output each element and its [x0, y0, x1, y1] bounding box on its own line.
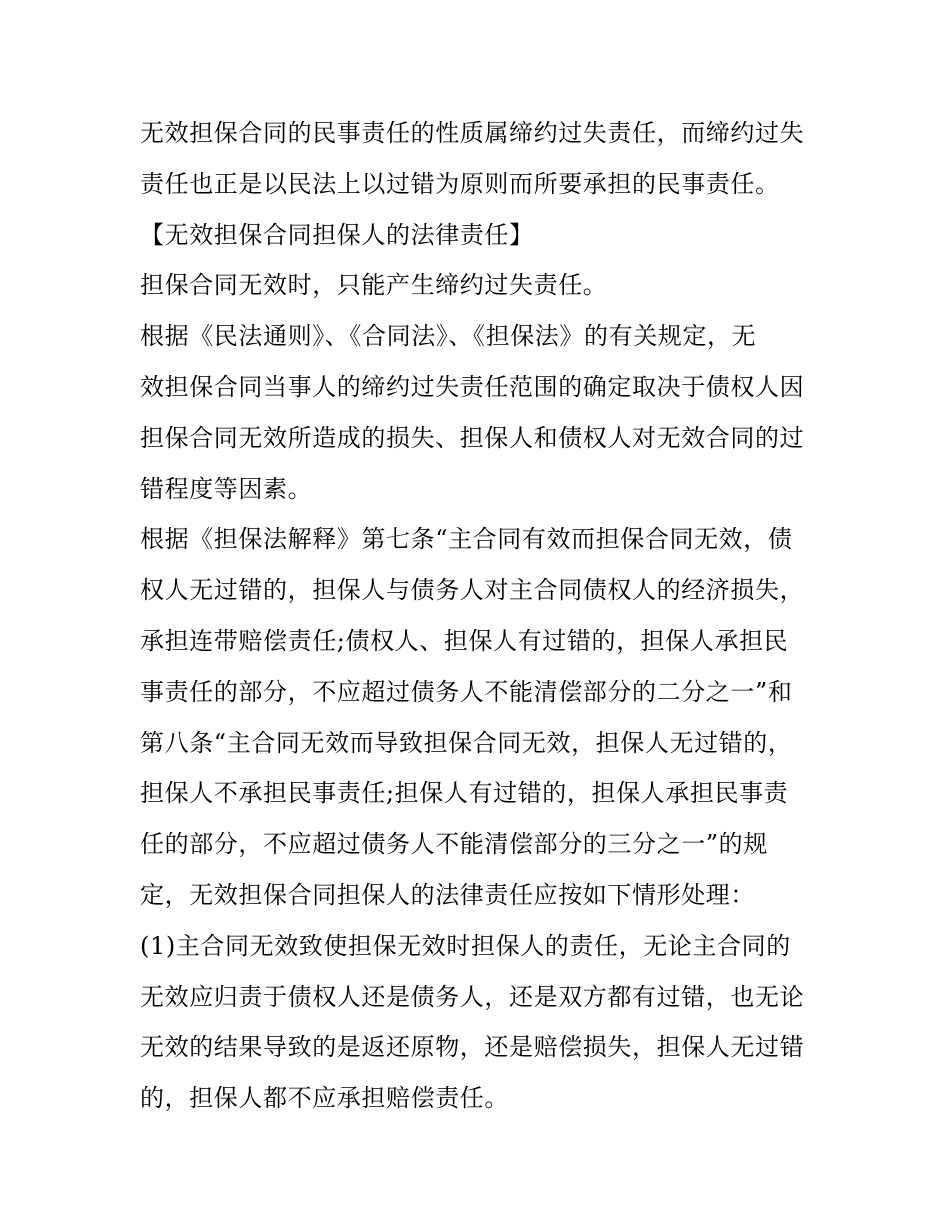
text-line: 承担连带赔偿责任;债权人、担保人有过错的，担保人承担民: [140, 626, 789, 655]
text-line: 事责任的部分，不应超过债务人不能清偿部分的二分之一”和: [140, 677, 793, 706]
document-body: [140, 108, 830, 1124]
text-line: 根据《民法通则》、《合同法》、《担保法》的有关规定，无: [140, 322, 757, 351]
text-line: 无效的结果导致的是返还原物，还是赔偿损失，担保人无过错: [140, 1033, 805, 1062]
text-line: 权人无过错的，担保人与债务人对主合同债权人的经济损失，: [140, 576, 805, 605]
text-line: 担保人不承担民事责任;担保人有过错的，担保人承担民事责: [140, 779, 789, 808]
text-line: 效担保合同当事人的缔约过失责任范围的确定取决于债权人因: [140, 372, 805, 401]
text-line: 责任也正是以民法上以过错为原则而所要承担的民事责任。: [140, 169, 780, 198]
text-line: 定，无效担保合同担保人的法律责任应按如下情形处理：: [140, 880, 755, 909]
text-line: 无效应归责于债权人还是债务人，还是双方都有过错，也无论: [140, 982, 805, 1011]
text-line: 根据《担保法解释》第七条“主合同有效而担保合同无效，债: [140, 525, 793, 554]
text-line: 无效担保合同的民事责任的性质属缔约过失责任，而缔约过失: [140, 119, 805, 147]
text-line: 第八条“主合同无效而导致担保合同无效，担保人无过错的，: [140, 728, 793, 757]
text-line: 担保合同无效时，只能产生缔约过失责任。: [140, 271, 608, 300]
text-line: 的，担保人都不应承担赔偿责任。: [140, 1084, 509, 1113]
text-line: 担保合同无效所造成的损失、担保人和债权人对无效合同的过: [140, 423, 805, 452]
text-line: 任的部分，不应超过债务人不能清偿部分的三分之一”的规: [140, 830, 768, 859]
list-item-1: (1)主合同无效致使担保无效时担保人的责任，无论主合同的: [140, 931, 791, 960]
section-heading: 【无效担保合同担保人的法律责任】: [140, 220, 534, 249]
text-line: 错程度等因素。: [140, 474, 313, 503]
